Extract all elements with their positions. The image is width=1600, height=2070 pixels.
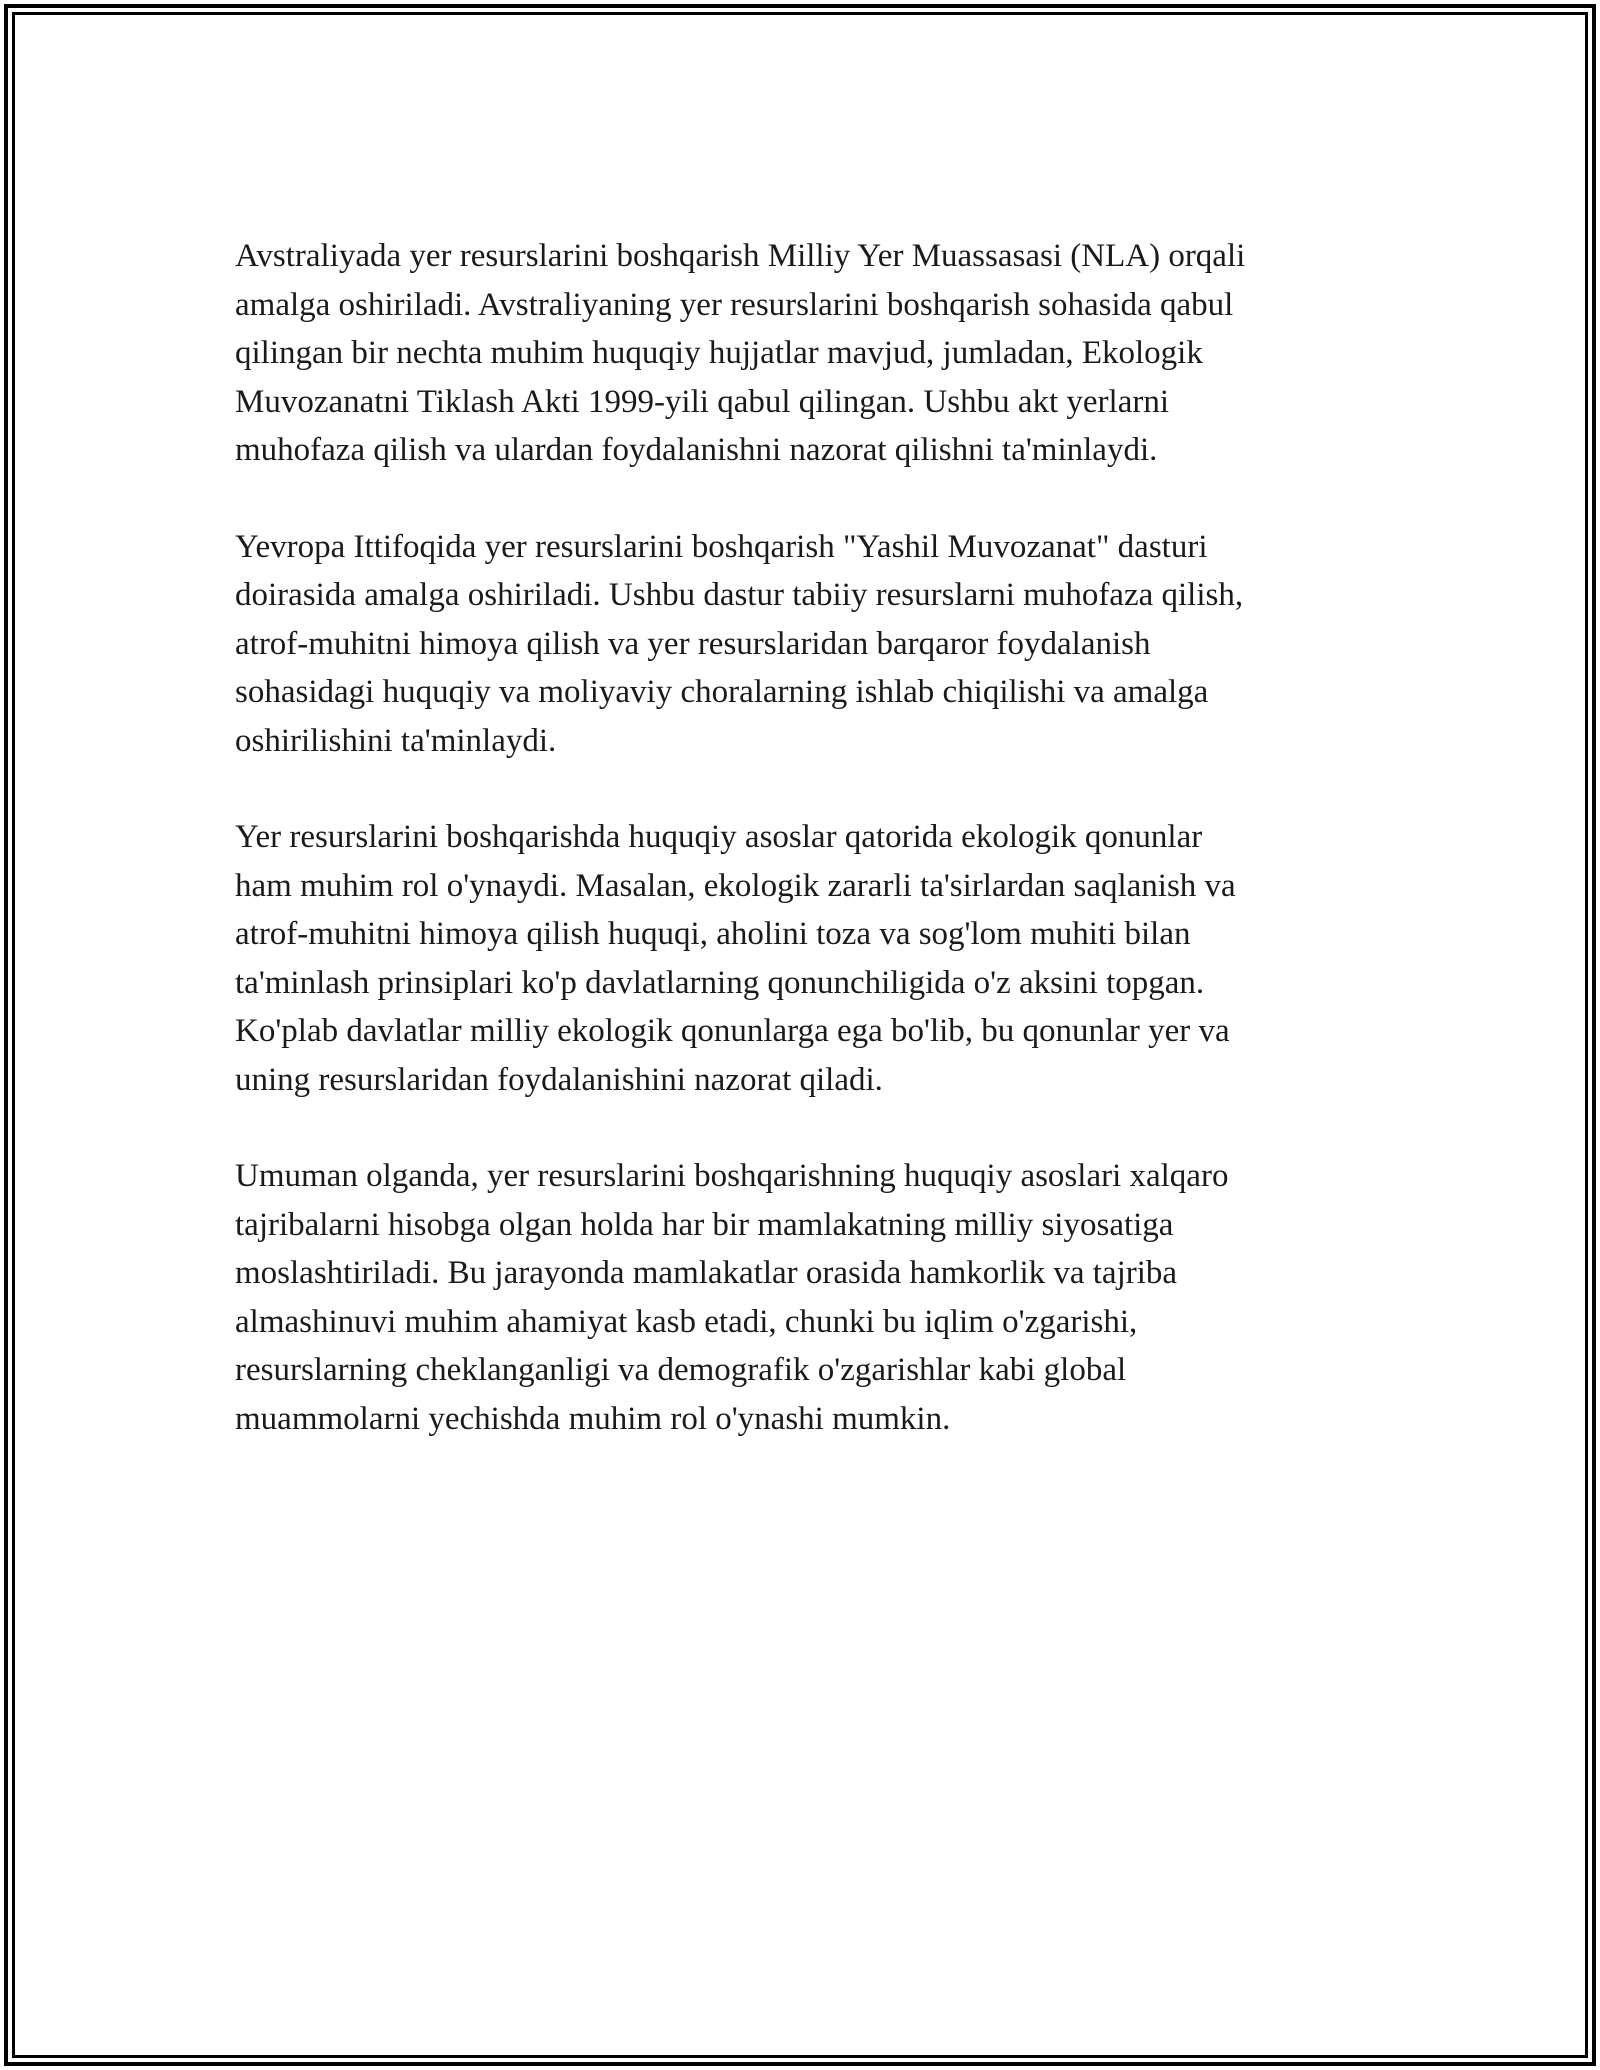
text-line: ta'minlash prinsiplari ko'p davlatlarning qonunchiligida o'z aksini topgan. xyxy=(235,964,1205,1001)
text-line: Umuman olganda, yer resurslarini boshqarishning huquqiy asoslari xalqaro xyxy=(235,1158,1229,1194)
paragraph-australia xyxy=(235,232,1375,475)
text-line: resurslarning cheklanganligi va demografik o'zgarishlar kabi global xyxy=(235,1352,1127,1388)
text-line: Yevropa Ittifoqida yer resurslarini boshqarish "Yashil Muvozanat" dasturi xyxy=(235,528,1208,565)
text-line: muhofaza qilish va ulardan foydalanishni nazorat qilishni ta'minlaydi. xyxy=(235,432,1158,468)
paragraph-european-union xyxy=(235,523,1375,766)
text-line: atrof-muhitni himoya qilish huquqi, aholini toza va sog'lom muhiti bilan xyxy=(235,916,1191,952)
text-line: Yer resurslarini boshqarishda huquqiy asoslar qatorida ekologik qonunlar xyxy=(235,819,1203,855)
text-line: Ko'plab davlatlar milliy ekologik qonunlarga ega bo'lib, bu qonunlar yer va xyxy=(235,1013,1230,1049)
text-line: amalga oshiriladi. Avstraliyaning yer resurslarini boshqarish sohasida qabul xyxy=(235,286,1234,323)
text-line: tajribalarni hisobga olgan holda har bir mamlakatning milliy siyosatiga xyxy=(235,1206,1174,1243)
paragraph-ecological-laws xyxy=(235,813,1375,1104)
paragraph-conclusion xyxy=(235,1152,1375,1443)
text-line: sohasidagi huquqiy va moliyaviy choralarning ishlab chiqilishi va amalga xyxy=(235,674,1209,710)
text-line: atrof-muhitni himoya qilish va yer resurslaridan barqaror foydalanish xyxy=(235,625,1151,662)
text-line: Muvozanatni Tiklash Akti 1999-yili qabul qilingan. Ushbu akt yerlarni xyxy=(235,383,1170,420)
text-line: moslashtiriladi. Bu jarayonda mamlakatlar orasida hamkorlik va tajriba xyxy=(235,1255,1178,1291)
text-line: muammolarni yechishda muhim rol o'ynashi mumkin. xyxy=(235,1400,951,1437)
text-line: ham muhim rol o'ynaydi. Masalan, ekologik zararli ta'sirlardan saqlanish va xyxy=(235,867,1236,904)
text-line: doirasida amalga oshiriladi. Ushbu dastur tabiiy resurslarni muhofaza qilish, xyxy=(235,577,1244,613)
text-line: uning resurslaridan foydalanishini nazorat qiladi. xyxy=(235,1061,883,1098)
text-line: almashinuvi muhim ahamiyat kasb etadi, chunki bu iqlim o'zgarishi, xyxy=(235,1303,1138,1340)
text-line: Avstraliyada yer resurslarini boshqarish Milliy Yer Muassasasi (NLA) orqali xyxy=(235,238,1246,274)
text-line: oshirilishini ta'minlaydi. xyxy=(235,722,557,759)
document-body xyxy=(235,232,1375,1491)
text-line: qilingan bir nechta muhim huquqiy hujjatlar mavjud, jumladan, Ekologik xyxy=(235,335,1203,371)
